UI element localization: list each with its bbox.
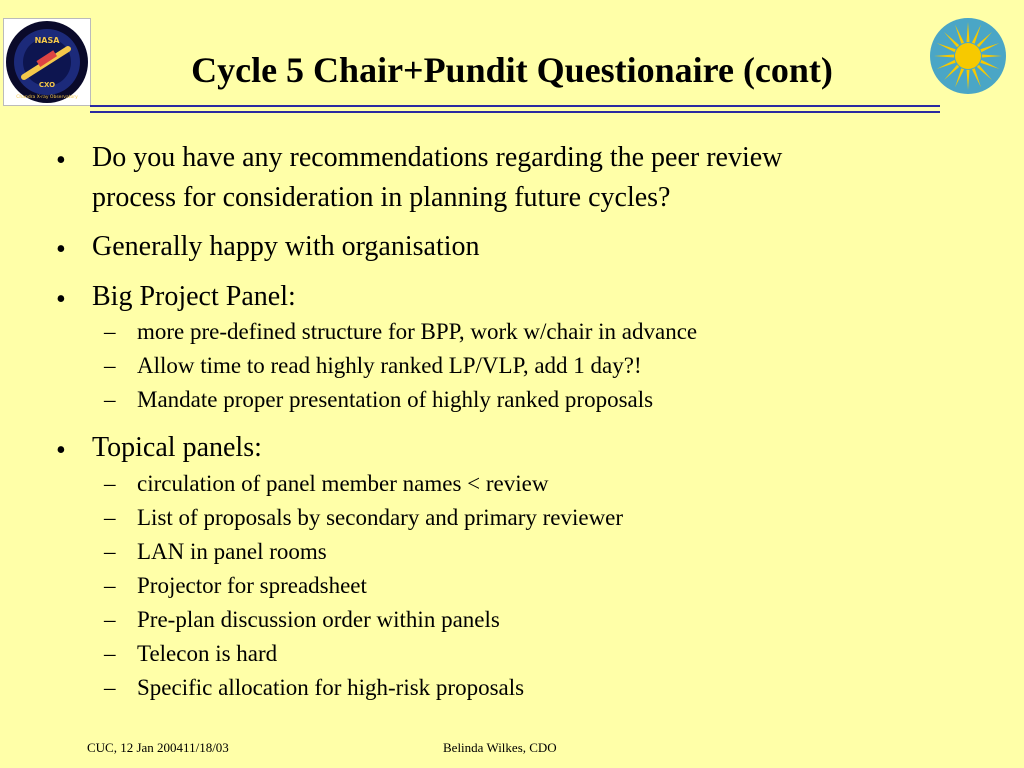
subitem-marker: – [104, 573, 116, 598]
slide-title: Cycle 5 Chair+Pundit Questionaire (cont) [191, 50, 833, 90]
bullet-1-line-2: process for consideration in planning future cycles? [92, 182, 671, 213]
bullet-4-subitem-2: List of proposals by secondary and primary reviewer [137, 505, 624, 530]
bullet-4-subitem-6: Telecon is hard [137, 641, 278, 666]
bullet-marker: • [56, 284, 66, 315]
bullet-marker: • [56, 435, 66, 466]
logo-cxo-text: CXO [38, 81, 56, 89]
bullet-4-subitem-1: circulation of panel member names < review [137, 471, 549, 496]
subitem-marker: – [104, 471, 116, 496]
subitem-marker: – [104, 539, 116, 564]
bullet-4-subitem-5: Pre-plan discussion order within panels [137, 607, 500, 632]
subitem-marker: – [104, 353, 116, 378]
footer-author: Belinda Wilkes, CDO [443, 740, 557, 755]
subitem-marker: – [104, 607, 116, 632]
subitem-marker: – [104, 505, 116, 530]
logo-chandra-text: Chandra X-ray Observatory [16, 95, 78, 100]
subitem-marker: – [104, 641, 116, 666]
footer-date: CUC, 12 Jan 200411/18/03 [87, 740, 229, 755]
bullet-4-subitem-7: Specific allocation for high-risk proposals [137, 675, 525, 700]
subitem-marker: – [104, 319, 116, 344]
bullet-1-line-1: Do you have any recommendations regarding the peer review [92, 142, 783, 173]
bullet-2-line-1: Generally happy with organisation [92, 231, 480, 262]
bullet-3-line-1: Big Project Panel: [92, 281, 296, 312]
bullet-3-subitem-3: Mandate proper presentation of highly ranked proposals [137, 387, 654, 412]
bullet-3-subitem-1: more pre-defined structure for BPP, work w/chair in advance [137, 319, 698, 344]
bullet-4-subitem-4: Projector for spreadsheet [137, 573, 367, 598]
subitem-marker: – [104, 387, 116, 412]
bullet-3-subitem-2: Allow time to read highly ranked LP/VLP, add 1 day?! [137, 353, 642, 378]
logo-nasa-text: NASA [34, 36, 60, 45]
bullet-marker: • [56, 145, 66, 176]
bullet-4-subitem-3: LAN in panel rooms [137, 539, 327, 564]
subitem-marker: – [104, 675, 116, 700]
bullet-4-line-1: Topical panels: [92, 432, 262, 463]
bullet-marker: • [56, 234, 66, 265]
